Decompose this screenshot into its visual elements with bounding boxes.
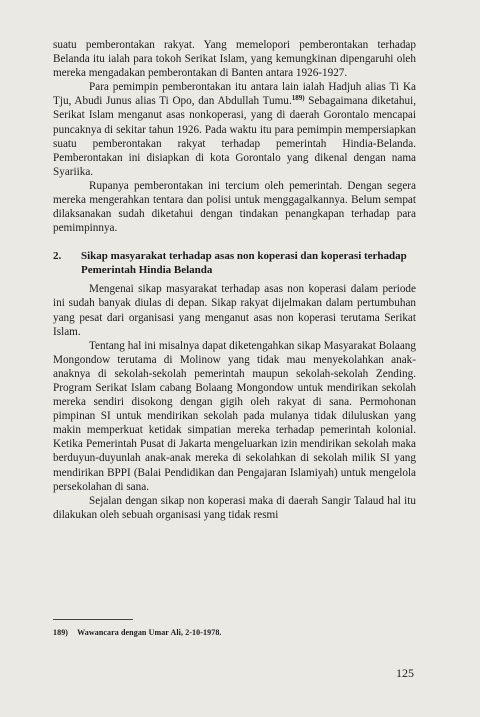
paragraph-sangir-talaud: Sejalan dengan sikap non koperasi maka di daerah Sangir Talaud hal itu dilakukan oleh sebuah organisasi yang tidak resmi (53, 494, 416, 521)
section-title: Sikap masyarakat terhadap asas non koperasi dan koperasi terhadap Pemerintah Hindia Belanda (81, 250, 407, 277)
footnote-text: Wawancara dengan Umar Ali, 2-10-1978. (77, 628, 222, 637)
page-number: 125 (396, 666, 414, 680)
paragraph-continuation: suatu pemberontakan rakyat. Yang memelopori pemberontakan terhadap Belanda itu ialah para tokoh Serikat Islam, yang kemungkinan dipengaruhi oleh mereka mengadakan pemberontakan di Banten antara 1926-1927. (53, 39, 416, 80)
section-number: 2. (53, 250, 62, 263)
footnote-divider (53, 619, 133, 620)
footnote-number: 189) (53, 628, 69, 637)
paragraph-uprising: Rupanya pemberontakan ini tercium oleh pemerintah. Dengan segera mereka mengerahkan tentara dan polisi untuk menggagalkannya. Belum sempat dilaksanakan sudah diketahui dengan tindakan penangkapan terhadap para pemimpinnya. (53, 179, 416, 235)
page-body (53, 38, 416, 522)
paragraph-leaders-text-b: Sebagaimana diketahui, Serikat Islam menganut asas nonkoperasi, yang di daerah Gorontalo mencapai puncaknya di sekitar tahun 1926. Pada waktu itu para pemimpin mempersiapkan suatu pemberontakan rakyat terhadap pemerintah Hindia-Belanda. Pemberontakan ini disiapkan di kota Gorontalo yang dikenal dengan nama Syariika. (53, 95, 416, 178)
paragraph-attitude: Mengenai sikap masyarakat terhadap asas non koperasi dalam periode ini sudah banyak diulas di depan. Sikap rakyat dijelmakan dalam pertumbuhan yang pesat dari organisasi yang menganut asas non koperasi terutama Serikat Islam. (53, 283, 416, 338)
paragraph-bolaang-mongondow: Tentang hal ini misalnya dapat diketengahkan sikap Masyarakat Bolaang Mongondow terutama di Molinow yang tidak mau menyekolahkan anak-anaknya di sekolah-sekolah pemerintah maupun sekolah-sekolah Zending. Program Serikat Islam cabang Bolaang Mongondow untuk mendirikan sekolah mereka sendiri disokong dengan gigih oleh rakyat di sana. Permohonan pimpinan SI untuk mendirikan sekolah pada mulanya tidak diluluskan yang makin memperkuat ketidak simpatian mereka terhadap pemerintah kolonial. Ketika Pemerintah Pusat di Jakarta mengeluarkan izin mendirikan sekolah maka berduyun-duyunlah anak-anak mereka di sekolahkan di sekolah milik SI yang mendirikan BPPI (Balai Pendidikan dan Pengajaran Islamiyah) untuk mengelola persekolahan di sana. (53, 339, 416, 493)
paragraph-leaders (53, 80, 416, 179)
paragraph-leaders-text-a: Para pemimpin pemberontakan itu antara lain ialah Hadjuh alias Ti Ka Tju, Abudi Junus alias Ti Opo, dan Abdullah Tumu. (53, 81, 416, 108)
footnote-reference: 189) (291, 94, 305, 103)
section-heading (53, 249, 416, 277)
footnote (53, 628, 222, 637)
